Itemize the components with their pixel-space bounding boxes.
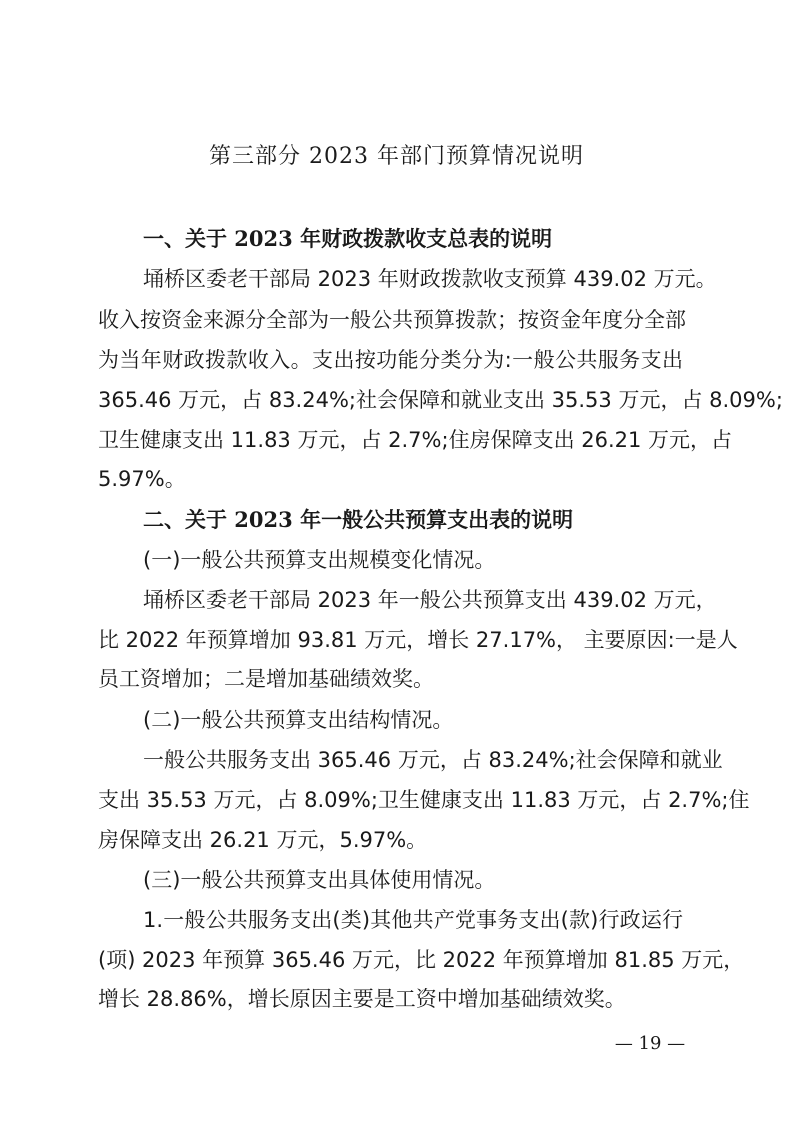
paragraph-line: 1.一般公共服务支出(类)其他共产党事务支出(款)行政运行 [143,908,683,932]
paragraph-line: 埇桥区委老干部局 2023 年一般公共预算支出 439.02 万元， [143,588,717,612]
paragraph-line: 卫生健康支出 11.83 万元，占 2.7%;住房保障支出 26.21 万元，占 [98,428,733,452]
paragraph-line: 房保障支出 26.21 万元，5.97%。 [98,828,428,852]
page-number: — 19 — [614,1033,686,1054]
section-heading-2: 二、关于 2023 年一般公共预算支出表的说明 [143,507,574,532]
page-title: 第三部分 2023 年部门预算情况说明 [209,144,584,169]
paragraph-line: 收入按资金来源分全部为一般公共预算拨款；按资金年度分全部 [98,308,686,332]
paragraph-line: 埇桥区委老干部局 2023 年财政拨款收支预算 439.02 万元。 [143,267,717,291]
subsection-title-3: (三)一般公共预算支出具体使用情况。 [143,868,496,892]
paragraph-line: 增长 28.86%，增长原因主要是工资中增加基础绩效奖。 [98,987,626,1011]
paragraph-line: 支出 35.53 万元，占 8.09%;卫生健康支出 11.83 万元，占 2.7%;住 [98,788,750,812]
section-heading-1: 一、关于 2023 年财政拨款收支总表的说明 [143,226,553,251]
paragraph-line: 员工资增加；二是增加基础绩效奖。 [98,667,434,691]
paragraph-line: 比 2022 年预算增加 93.81 万元，增长 27.17%， 主要原因:一是人 [98,628,738,652]
paragraph-line: 5.97%。 [98,467,186,491]
paragraph-line: (项) 2023 年预算 365.46 万元，比 2022 年预算增加 81.85 万元， [98,948,745,972]
paragraph-line: 365.46 万元，占 83.24%;社会保障和就业支出 35.53 万元，占 8.09%; [98,388,783,412]
paragraph-line: 为当年财政拨款收入。支出按功能分类分为:一般公共服务支出 [98,348,683,372]
subsection-title-2: (二)一般公共预算支出结构情况。 [143,708,454,732]
paragraph-line: 一般公共服务支出 365.46 万元，占 83.24%;社会保障和就业 [143,748,723,772]
subsection-title-1: (一)一般公共预算支出规模变化情况。 [143,548,496,572]
